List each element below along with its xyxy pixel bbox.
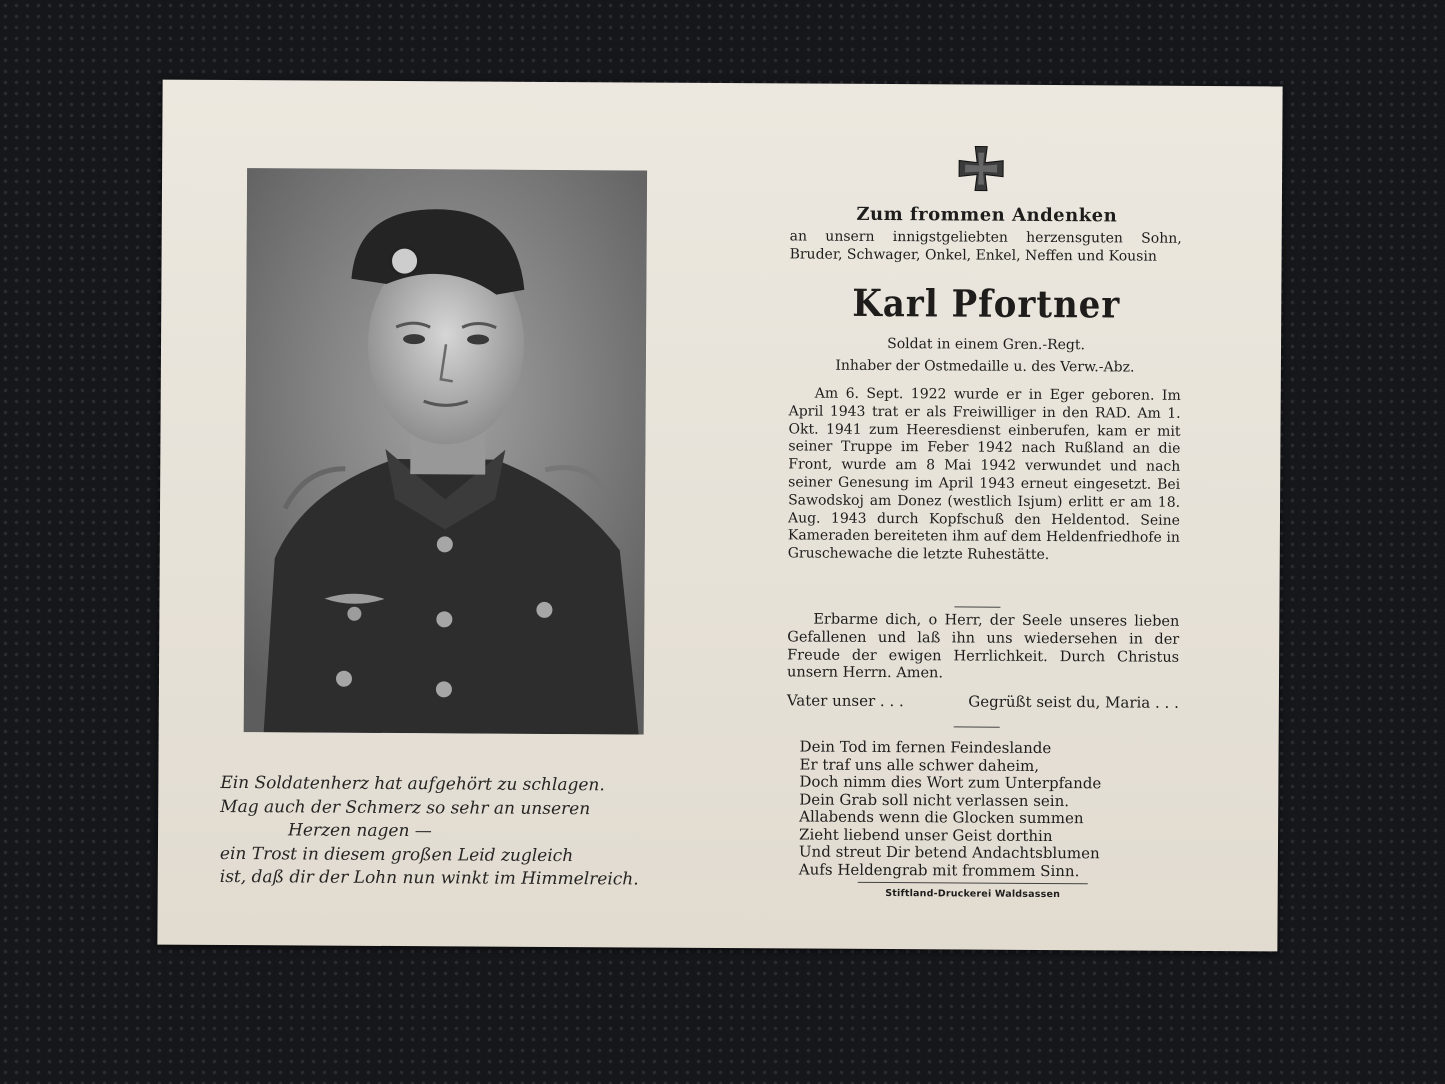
soldier-portrait-photo [244,168,647,734]
poem-line: Ein Soldatenherz hat aufgehört zu schlagen. [220,772,605,796]
poem-line: Mag auch der Schmerz so sehr an unseren [220,796,591,819]
verse-line: Doch nimm dies Wort zum Unterpfande [799,772,1102,793]
left-poem [220,772,681,892]
memorial-card [157,80,1282,952]
poem-line: ein Trost in diesem großen Leid zugleich [219,843,574,866]
memorial-verse [799,738,1180,880]
soldier-portrait [244,168,647,734]
heading: Zum frommen Andenken [856,203,1118,227]
verse-line: Allabends wenn die Glocken summen [799,807,1084,828]
rank-text: Soldat in einem Gren.-Regt. [887,336,1086,354]
verse-line: Aufs Heldengrab mit frommem Sinn. [798,859,1080,880]
verse-line: Er traf uns alle schwer daheim, [799,754,1040,775]
iron-cross-icon [957,144,1005,192]
medals-text: Inhaber der Ostmedaille u. des Verw.-Abz. [835,357,1135,376]
intro-text: an unsern innigstgeliebten herzensguten Sohn, Bruder, Schwager, Onkel, Enkel, Neffen und Kousin [789,228,1182,265]
divider [858,882,1088,884]
verse-line: Und streut Dir betend Andachtsblumen [798,842,1100,863]
poem-line: ist, daß dir der Lohn nun winkt im Himmelreich. [219,866,639,890]
prayer-text: Erbarme dich, o Herr, der Seele unseres lieben Gefallenen und laß ihn uns wiedersehen in der Freude der ewigen Herrlichkeit. Durch Christus unsern Herrn. Amen. [786,611,1180,682]
printer-imprint: Stiftland-Druckerei Waldsassen [885,888,1061,901]
prayer-incipits [787,691,1179,711]
vater-unser-text: Vater unser . . . [786,691,904,711]
verse-line: Dein Tod im fernen Feindeslande [799,737,1052,758]
divider [954,606,1000,607]
ave-maria-text: Gegrüßt seist du, Maria . . . [968,692,1179,712]
poem-line: Herzen nagen — [288,820,432,842]
divider [954,726,1000,727]
deceased-name: Karl Pfortner [852,281,1121,328]
memorial-text-column [786,143,1187,901]
biography-text: Am 6. Sept. 1922 wurde er in Eger geboren. Im April 1943 trat er als Freiwilliger in den RAD. Am 1. Okt. 1941 zum Heeresdienst einberufen, kam er mit seiner Truppe im Feber 1942 nach Rußland an die Front, wurde am 8 Mai 1942 verwundet und nach seiner Genesung im April 1943 erneut eingesetzt. Bei Sawodskoj am Donez (westlich Isjum) erlitt er am 18. Aug. 1943 durch Kopfschuß den Heldentod. Seine Kameraden bereiteten ihm auf dem Heldenfriedhofe in Gruschewache die letzte Ruhestätte. [787,385,1181,564]
verse-line: Zieht liebend unser Geist dorthin [799,824,1053,845]
verse-line: Dein Grab soll nicht verlassen sein. [799,789,1070,810]
